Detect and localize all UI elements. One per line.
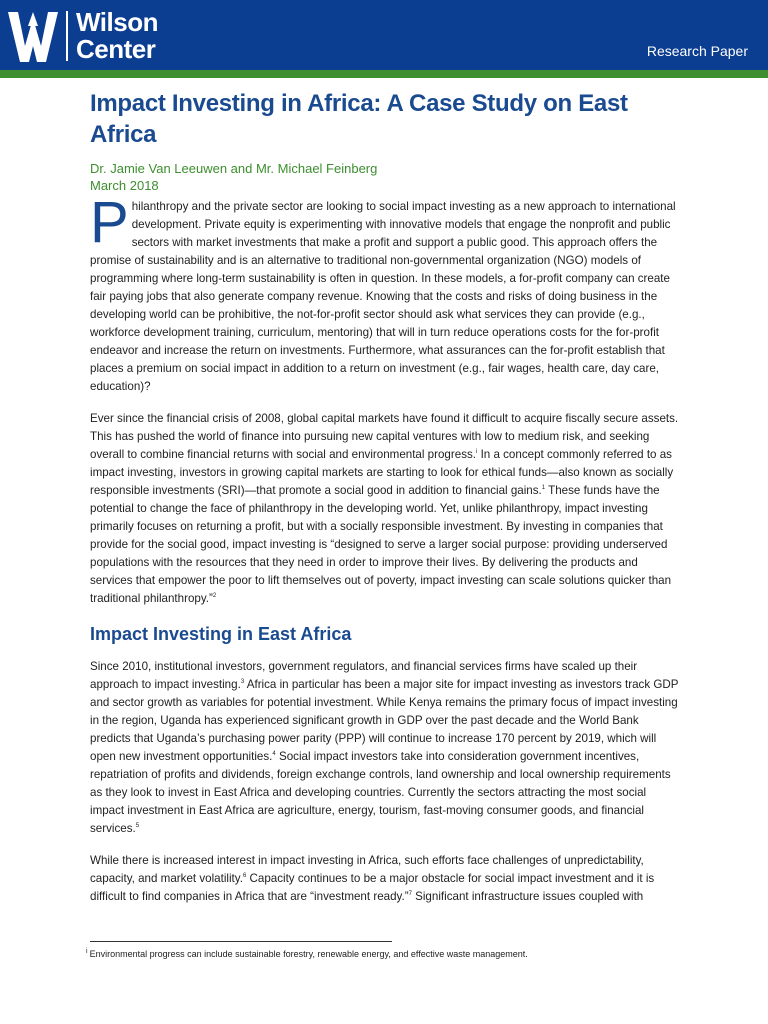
paragraph-4 — [90, 852, 680, 906]
wilson-center-logo[interactable] — [8, 8, 158, 64]
footnote-ref[interactable]: i — [476, 449, 478, 456]
paragraph-2 — [90, 410, 680, 608]
logo-divider — [66, 11, 68, 61]
drop-cap: P — [90, 190, 129, 255]
header-accent-stripe — [0, 70, 768, 78]
paragraph-2-text-b: In a concept commonly referred to as impact investing, investors in growing capital markets are starting to look for ethical funds—also known as socially responsible investments (SRI)—that promote a social good in addition to financial gains. — [90, 448, 674, 497]
footnote-mark: i — [86, 948, 88, 955]
logo-wordmark — [76, 9, 158, 63]
paragraph-3-text-c: Social impact investors take into consideration government incentives, repatriation of profits and dividends, foreign exchange controls, land ownership and local ownership requirements as they look to invest in East Africa and developing countries. Currently the sectors attracting the most social impact investment in East Africa are agriculture, energy, tourism, fast-moving consumer goods, and financial services. — [90, 750, 671, 835]
paragraph-1-text: hilanthropy and the private sector are looking to social impact investing as a new approach to international development. Private equity is experimenting with innovative models that engage the nonprofit and public sectors with market investments that make a profit and support a public good. This approach offers the promise of sustainability and is an alternative to traditional non-governmental organization (NGO) models of programming where long-term sustainability is often in question. In these models, a for-profit company can create fair paying jobs that also generate company revenue. Knowing that the costs and risks of doing business in the developing world can be prohibitive, the not-for-profit sector should ask what services they can provide (e.g., workforce development training, curriculum, mentoring) that will in turn reduce operations costs for the for-profit endeavor and increase the return on investments. Furthermore, what assurances can the for-profit establish that places a premium on social impact in addition to a return on investment (e.g., fair wages, health care, day care, education)? — [90, 200, 676, 393]
logo-line-2: Center — [76, 34, 156, 64]
paragraph-3 — [90, 658, 680, 838]
article-body — [90, 88, 680, 920]
document-type-label: Research Paper — [646, 43, 748, 59]
endnote-ref[interactable]: 4 — [272, 751, 276, 758]
endnote-ref[interactable]: 5 — [135, 823, 140, 830]
footnote-text: Environmental progress can include sustainable forestry, renewable energy, and effective waste management. — [89, 949, 528, 959]
endnote-ref[interactable]: 2 — [212, 593, 217, 600]
logo-line-1: Wilson — [76, 7, 158, 37]
footnote-divider — [90, 941, 392, 942]
paragraph-4-text-b: Capacity continues to be a major obstacle for social impact investment and it is difficult to find companies in Africa that are “investment ready.” — [90, 872, 655, 903]
paragraph-3-text-a: Since 2010, institutional investors, government regulators, and financial services firms have scaled up their approach to impact investing. — [90, 660, 638, 691]
endnote-ref[interactable]: 6 — [242, 873, 247, 880]
section-heading: Impact Investing in East Africa — [90, 624, 352, 644]
author-line: Dr. Jamie Van Leeuwen and Mr. Michael Feinberg — [90, 161, 378, 176]
paragraph-3-text-b: Africa in particular has been a major site for impact investing as investors track GDP and sector growth as variables for potential investment. While Kenya remains the primary focus of impact investing in the region, Uganda has experienced significant growth in GDP over the past decade and the World Bank predicts that Uganda’s purchasing power parity (PPP) will continue to increase 170 percent by 2019, which will open new investment opportunities. — [90, 678, 679, 763]
paragraph-2-text-c: These funds have the potential to change the face of philanthropy in the developing world. Yet, unlike philanthropy, impact investing primarily focuses on returning a profit, but with a socially responsible investment. By investing in companies that provide for the social good, impact investing is “designed to serve a larger social purpose: providing underserved populations with the resources that they need in order to improve their lives. By delivering the products and services that empower the poor to lift themselves out of poverty, impact investing can scale solutions quicker than traditional philanthropy.” — [90, 484, 672, 605]
endnote-ref[interactable]: 3 — [240, 679, 245, 686]
footnote — [86, 945, 686, 961]
page-title: Impact Investing in Africa: A Case Study on East Africa — [90, 90, 628, 148]
paragraph-2-text-a: Ever since the financial crisis of 2008, global capital markets have found it difficult to acquire fiscally secure assets. This has pushed the world of finance into pursuing new capital ventures with low to medium risk, and seeking overall to combine financial returns with social and environmental progress. — [90, 412, 679, 461]
paragraph-1 — [90, 190, 680, 396]
w-logo-icon — [8, 8, 58, 64]
publication-date: March 2018 — [90, 178, 159, 193]
header-bar — [0, 0, 768, 70]
endnote-ref[interactable]: 7 — [408, 891, 412, 898]
paragraph-4-text-c: Significant infrastructure issues coupled with — [411, 890, 644, 903]
paragraph-4-text-a: While there is increased interest in impact investing in Africa, such efforts face challenges of unpredictability, capacity, and market volatility. — [90, 854, 644, 885]
endnote-ref[interactable]: 1 — [541, 485, 546, 492]
